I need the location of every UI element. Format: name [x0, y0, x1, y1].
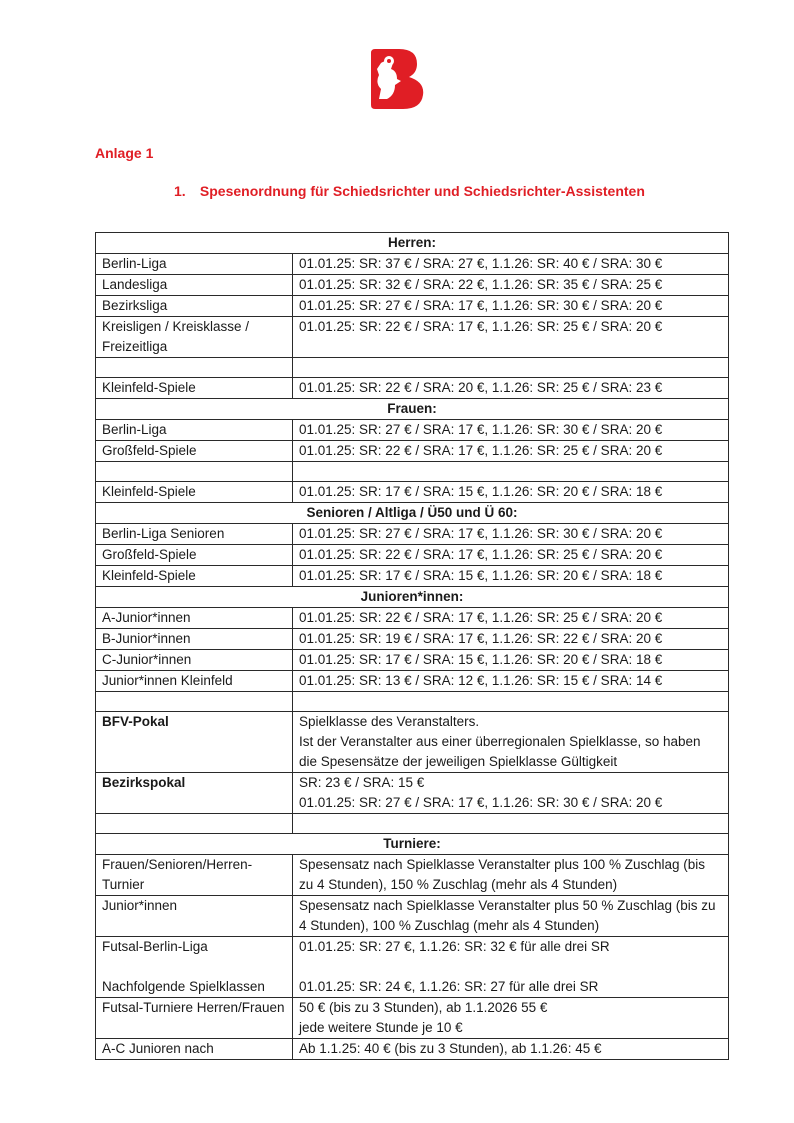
- section-row: [96, 834, 729, 855]
- table-row: [96, 378, 729, 399]
- blank-cell: [293, 358, 729, 378]
- row-value: 01.01.25: SR: 22 € / SRA: 17 €, 1.1.26: SR: 25 € / SRA: 20 €: [293, 317, 729, 358]
- table-row: [96, 712, 729, 773]
- row-label: Kleinfeld-Spiele: [96, 566, 293, 587]
- row-value: 01.01.25: SR: 27 € / SRA: 17 €, 1.1.26: SR: 30 € / SRA: 20 €: [293, 420, 729, 441]
- row-value: 01.01.25: SR: 32 € / SRA: 22 €, 1.1.26: SR: 35 € / SRA: 25 €: [293, 275, 729, 296]
- row-value-bezirkspokal: [293, 773, 729, 814]
- row-value: 01.01.25: SR: 22 € / SRA: 20 €, 1.1.26: SR: 25 € / SRA: 23 €: [293, 378, 729, 399]
- table-row: [96, 254, 729, 275]
- row-label: Kleinfeld-Spiele: [96, 482, 293, 503]
- spacer: [299, 957, 722, 977]
- row-label: Kreisligen / Kreisklasse / Freizeitliga: [96, 317, 293, 358]
- table-row: [96, 1039, 729, 1060]
- heading-text: Spesenordnung für Schiedsrichter und Schiedsrichter-Assistenten: [199, 183, 645, 199]
- row-value: 01.01.25: SR: 17 € / SRA: 15 €, 1.1.26: SR: 20 € / SRA: 18 €: [293, 566, 729, 587]
- row-label: Kleinfeld-Spiele: [96, 378, 293, 399]
- table-row: [96, 608, 729, 629]
- section-frauen: Frauen:: [96, 399, 729, 420]
- row-value: 01.01.25: SR: 22 € / SRA: 17 €, 1.1.26: SR: 25 € / SRA: 20 €: [293, 441, 729, 462]
- value-line: 01.01.25: SR: 27 €, 1.1.26: SR: 32 € für alle drei SR: [299, 939, 610, 954]
- row-label: Junior*innen: [96, 896, 293, 937]
- row-label-bfv-pokal: BFV-Pokal: [96, 712, 293, 773]
- table-row: [96, 275, 729, 296]
- value-line: 50 € (bis zu 3 Stunden), ab 1.1.2026 55 €: [299, 1000, 548, 1015]
- blank-cell: [293, 462, 729, 482]
- table-row: [96, 629, 729, 650]
- row-value-futsal-turniere: [293, 998, 729, 1039]
- row-label-bezirkspokal: Bezirkspokal: [96, 773, 293, 814]
- section-heading: [174, 183, 645, 199]
- table-row: [96, 937, 729, 998]
- section-turniere: Turniere:: [96, 834, 729, 855]
- table-row: [96, 671, 729, 692]
- value-line: jede weitere Stunde je 10 €: [299, 1020, 463, 1035]
- row-label: A-Junior*innen: [96, 608, 293, 629]
- value-line: 01.01.25: SR: 24 €, 1.1.26: SR: 27 für alle drei SR: [299, 979, 599, 994]
- row-label: Landesliga: [96, 275, 293, 296]
- table-row: [96, 317, 729, 358]
- table-row: [96, 566, 729, 587]
- row-label: Berlin-Liga Senioren: [96, 524, 293, 545]
- row-label: A-C Junioren nach: [96, 1039, 293, 1060]
- row-value: Ab 1.1.25: 40 € (bis zu 3 Stunden), ab 1.1.26: 45 €: [293, 1039, 729, 1060]
- blank-cell: [96, 692, 293, 712]
- table-row: [96, 441, 729, 462]
- value-line: 01.01.25: SR: 27 € / SRA: 17 €, 1.1.26: SR: 30 € / SRA: 20 €: [299, 795, 663, 810]
- blank-cell: [96, 814, 293, 834]
- row-value: 01.01.25: SR: 22 € / SRA: 17 €, 1.1.26: SR: 25 € / SRA: 20 €: [293, 545, 729, 566]
- fees-table: [95, 232, 729, 1060]
- bfv-bear-logo-icon: [367, 49, 425, 109]
- blank-row: [96, 462, 729, 482]
- row-label: Frauen/Senioren/Herren-Turnier: [96, 855, 293, 896]
- row-label: Futsal-Turniere Herren/Frauen: [96, 998, 293, 1039]
- row-label: Berlin-Liga: [96, 420, 293, 441]
- row-label: Bezirksliga: [96, 296, 293, 317]
- heading-number: 1.: [174, 183, 186, 199]
- table-row: [96, 524, 729, 545]
- row-label: Junior*innen Kleinfeld: [96, 671, 293, 692]
- row-value: 01.01.25: SR: 27 € / SRA: 17 €, 1.1.26: SR: 30 € / SRA: 20 €: [293, 296, 729, 317]
- table-row: [96, 650, 729, 671]
- section-herren: Herren:: [96, 233, 729, 254]
- row-label: Großfeld-Spiele: [96, 441, 293, 462]
- row-label-futsal-berlin: [96, 937, 293, 998]
- row-value: 01.01.25: SR: 13 € / SRA: 12 €, 1.1.26: SR: 15 € / SRA: 14 €: [293, 671, 729, 692]
- value-line: Ist der Veranstalter aus einer überregionalen Spielklasse, so haben die Spesensätze der jeweiligen Spielklasse Gültigkeit: [299, 734, 701, 769]
- attachment-label: Anlage 1: [95, 145, 154, 161]
- value-line: Spielklasse des Veranstalters.: [299, 714, 480, 729]
- row-value: 01.01.25: SR: 17 € / SRA: 15 €, 1.1.26: SR: 20 € / SRA: 18 €: [293, 482, 729, 503]
- row-value: 01.01.25: SR: 19 € / SRA: 17 €, 1.1.26: SR: 22 € / SRA: 20 €: [293, 629, 729, 650]
- row-label: B-Junior*innen: [96, 629, 293, 650]
- section-row: [96, 587, 729, 608]
- table-row: [96, 896, 729, 937]
- row-label: Großfeld-Spiele: [96, 545, 293, 566]
- row-value: 01.01.25: SR: 37 € / SRA: 27 €, 1.1.26: SR: 40 € / SRA: 30 €: [293, 254, 729, 275]
- row-label: C-Junior*innen: [96, 650, 293, 671]
- section-senioren: Senioren / Altliga / Ü50 und Ü 60:: [96, 503, 729, 524]
- table-row: [96, 545, 729, 566]
- table-row: [96, 482, 729, 503]
- blank-cell: [293, 814, 729, 834]
- section-junioren: Junioren*innen:: [96, 587, 729, 608]
- blank-cell: [96, 462, 293, 482]
- table-row: [96, 296, 729, 317]
- row-value-futsal-berlin: [293, 937, 729, 998]
- row-label: Berlin-Liga: [96, 254, 293, 275]
- blank-cell: [293, 692, 729, 712]
- table-row: [96, 420, 729, 441]
- section-row: [96, 503, 729, 524]
- blank-cell: [96, 358, 293, 378]
- section-row: [96, 399, 729, 420]
- section-row: [96, 233, 729, 254]
- row-value: 01.01.25: SR: 17 € / SRA: 15 €, 1.1.26: SR: 20 € / SRA: 18 €: [293, 650, 729, 671]
- blank-row: [96, 358, 729, 378]
- label-line: Nachfolgende Spielklassen: [102, 979, 265, 994]
- table-row: [96, 773, 729, 814]
- row-value: 01.01.25: SR: 27 € / SRA: 17 €, 1.1.26: SR: 30 € / SRA: 20 €: [293, 524, 729, 545]
- row-value: Spesensatz nach Spielklasse Veranstalter plus 50 % Zuschlag (bis zu 4 Stunden), 100 % Zuschlag (mehr als 4 Stunden): [293, 896, 729, 937]
- value-line: SR: 23 € / SRA: 15 €: [299, 775, 425, 790]
- row-value: 01.01.25: SR: 22 € / SRA: 17 €, 1.1.26: SR: 25 € / SRA: 20 €: [293, 608, 729, 629]
- label-line: Futsal-Berlin-Liga: [102, 939, 208, 954]
- blank-row: [96, 692, 729, 712]
- row-value-bfv-pokal: [293, 712, 729, 773]
- blank-row: [96, 814, 729, 834]
- table-row: [96, 998, 729, 1039]
- spacer: [102, 957, 286, 977]
- table-row: [96, 855, 729, 896]
- row-value: Spesensatz nach Spielklasse Veranstalter plus 100 % Zuschlag (bis zu 4 Stunden), 150 % Zuschlag (mehr als 4 Stunden): [293, 855, 729, 896]
